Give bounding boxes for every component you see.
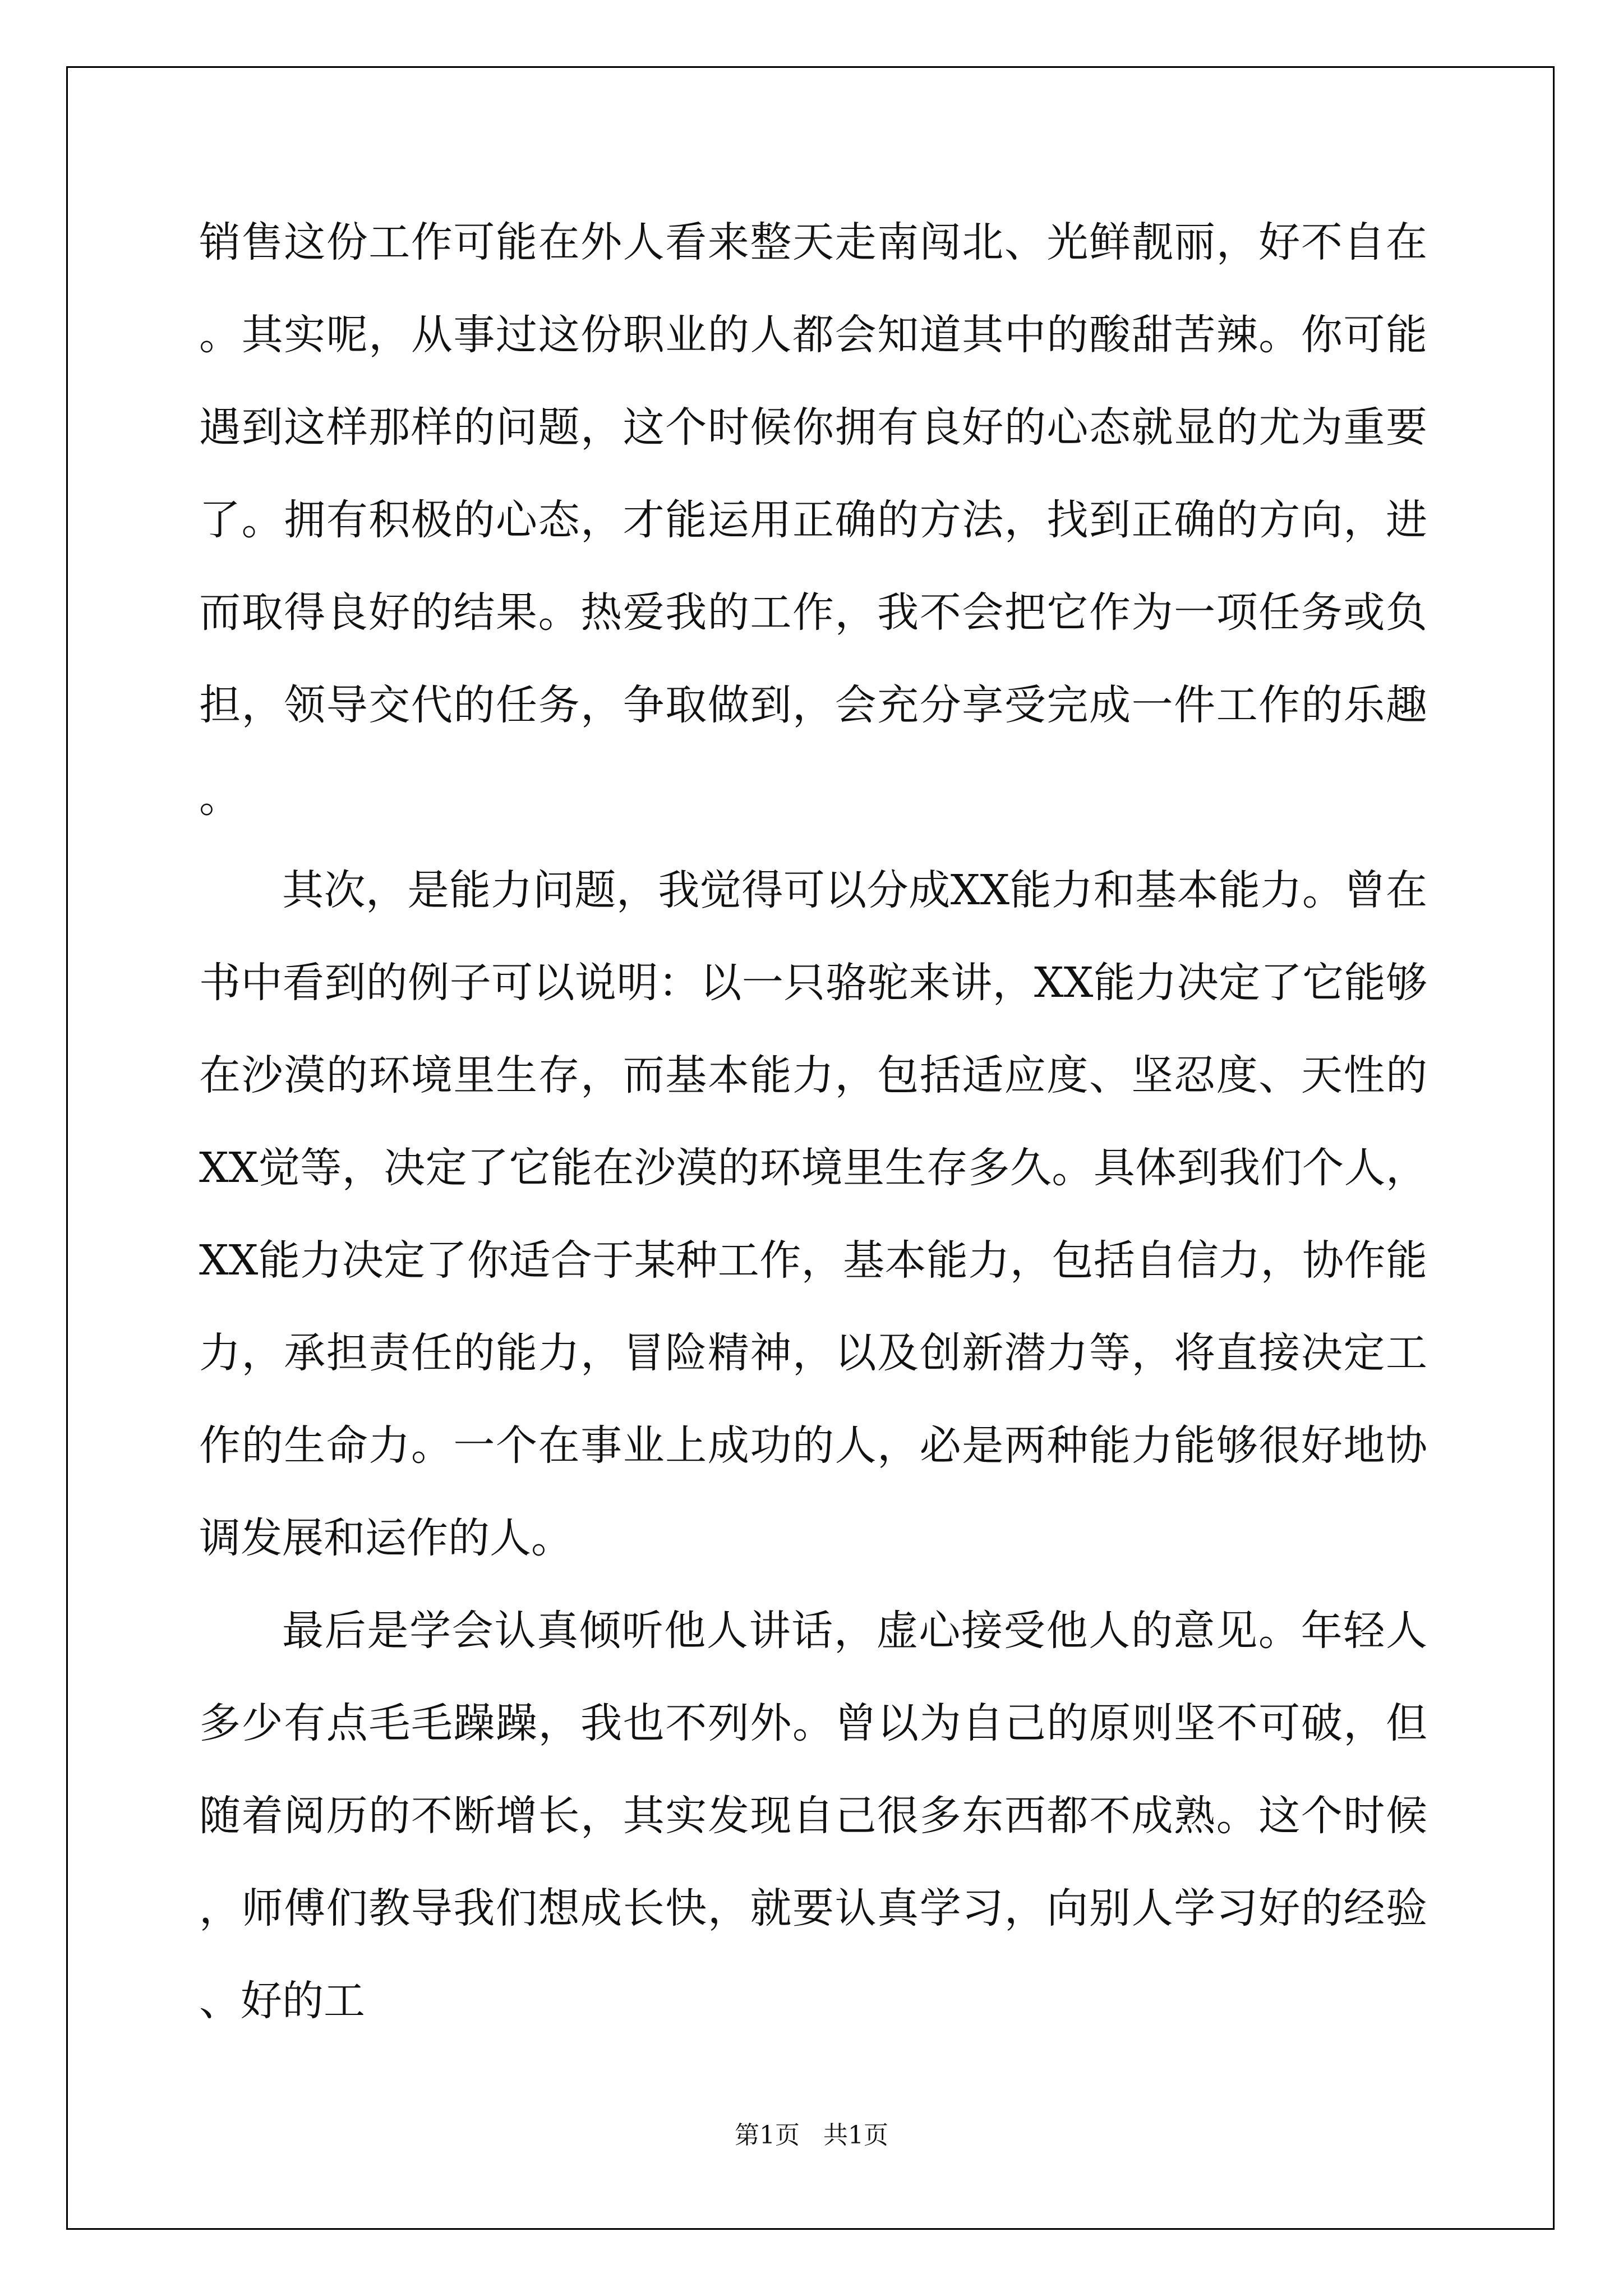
page-number-footer: 第1页 共1页 <box>735 2121 888 2150</box>
paragraph-2: 其次，是能力问题，我觉得可以分成XX能力和基本能力。曾在书中看到的例子可以说明：以一只骆驼来讲，XX能力决定了它能够在沙漠的环境里生存，而基本能力，包括适应度、坚忍度、天性的XX觉等，决定了它能在沙漠的环境里生存多久。具体到我们个人，XX能力决定了你适合于某种工作，基本能力，包括自信力，协作能力，承担责任的能力，冒险精神，以及创新潜力等，将直接决定工作的生命力。一个在事业上成功的人，必是两种能力能够很好地协调发展和运作的人。 <box>199 866 1427 1562</box>
paragraph-3: 最后是学会认真倾听他人讲话，虚心接受他人的意见。年轻人多少有点毛毛躁躁，我也不列外。曾以为自己的原则坚不可破，但随着阅历的不断增长，其实发现自己很多东西都不成熟。这个时候，师傅们教导我们想成长快，就要认真学习，向别人学习好的经验、好的工 <box>199 1607 1427 2025</box>
paragraph-1: 销售这份工作可能在外人看来整天走南闯北、光鲜靓丽，好不自在。其实呢，从事过这份职业的人都会知道其中的酸甜苦辣。你可能遇到这样那样的问题，这个时候你拥有良好的心态就显的尤为重要了。拥有积极的心态，才能运用正确的方法，找到正确的方向，进而取得良好的结果。热爱我的工作，我不会把它作为一项任务或负担，领导交代的任务，争取做到，会充分享受完成一件工作的乐趣。 <box>199 218 1427 822</box>
document-body <box>199 196 1427 2047</box>
